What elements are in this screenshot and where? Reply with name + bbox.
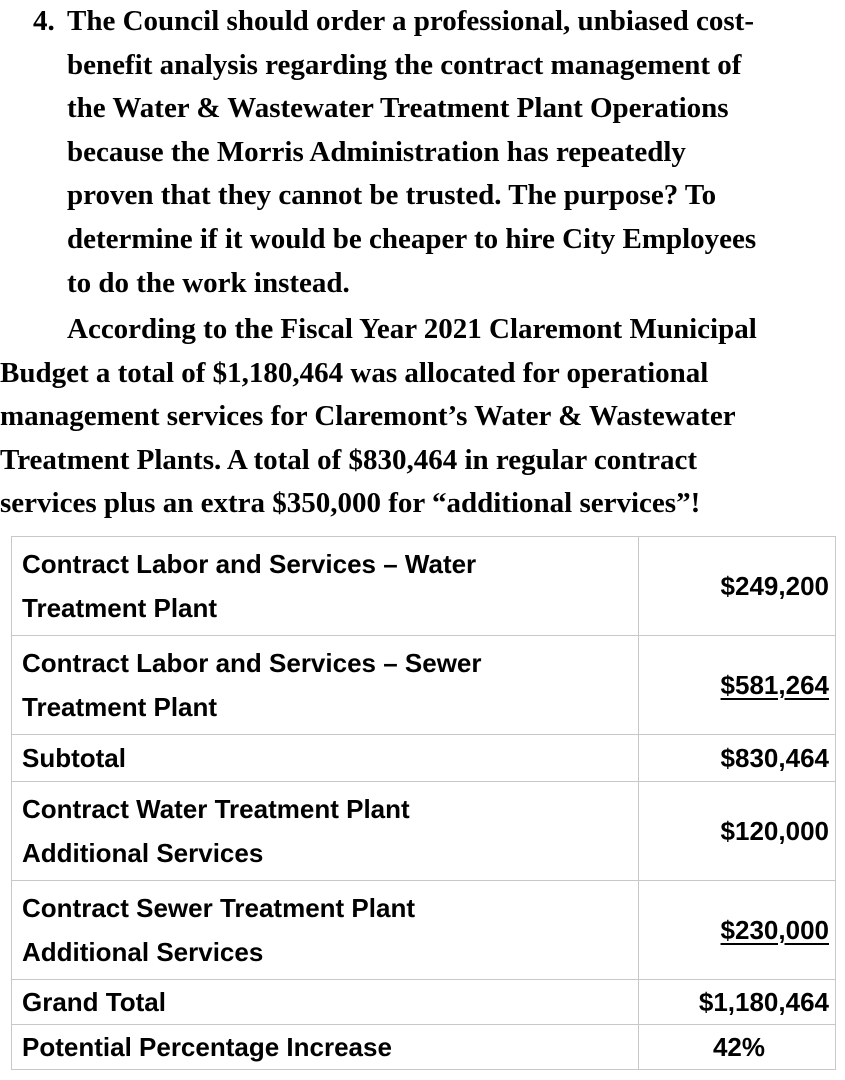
- item-line: [0, 218, 845, 262]
- item-text-line: The Council should order a professional, unbiased cost-: [67, 5, 754, 37]
- item-line: [0, 87, 845, 131]
- row-label-line: Contract Water Treatment Plant: [22, 794, 410, 824]
- row-label: [12, 1025, 639, 1070]
- row-label-line: Additional Services: [22, 937, 264, 967]
- item-line: [0, 44, 845, 88]
- paragraph-line: Budget a total of $1,180,464 was allocated for operational: [0, 356, 709, 389]
- row-label-line: Contract Labor and Services – Sewer: [22, 648, 482, 678]
- item-text-line: proven that they cannot be trusted. The purpose? To: [67, 179, 717, 212]
- paragraph-line: management services for Claremont’s Water & Wastewater: [0, 400, 736, 433]
- row-label: [12, 881, 639, 980]
- item-line: [0, 0, 845, 44]
- paragraph-line: According to the Fiscal Year 2021 Claremont Municipal: [67, 313, 757, 345]
- row-label-line: Additional Services: [22, 838, 264, 868]
- numbered-item-4: [0, 0, 845, 305]
- row-label-line: Grand Total: [22, 987, 166, 1017]
- table-row: [12, 980, 836, 1025]
- paragraph-line: Treatment Plants. A total of $830,464 in regular contract: [0, 443, 697, 476]
- row-label-line: Treatment Plant: [22, 692, 218, 722]
- item-text-line: benefit analysis regarding the contract management of: [67, 48, 742, 81]
- row-label-line: Treatment Plant: [22, 593, 218, 623]
- item-line: [0, 262, 845, 306]
- table-row: [12, 537, 836, 636]
- item-text-line: to do the work instead.: [67, 266, 350, 299]
- underlined-amount: $230,000: [720, 914, 829, 945]
- table-row: [12, 881, 836, 980]
- row-label: [12, 735, 639, 782]
- table-row: [12, 1025, 836, 1070]
- row-label: [12, 636, 639, 735]
- budget-paragraph: [0, 308, 845, 526]
- row-amount: [639, 881, 836, 980]
- paragraph-line: services plus an extra $350,000 for “additional services”!: [0, 487, 701, 520]
- item-line: [0, 131, 845, 175]
- row-label: [12, 782, 639, 881]
- item-text-line: because the Morris Administration has repeatedly: [67, 135, 686, 168]
- item-number: 4.: [33, 5, 55, 37]
- table-row: [12, 782, 836, 881]
- item-line: [0, 174, 845, 218]
- row-amount: $249,200: [639, 537, 836, 636]
- item-text-line: the Water & Wastewater Treatment Plant Operations: [67, 92, 729, 125]
- table-row: [12, 735, 836, 782]
- row-label-line: Contract Labor and Services – Water: [22, 549, 477, 579]
- table-row: [12, 636, 836, 735]
- row-label: [12, 980, 639, 1025]
- row-label-line: Contract Sewer Treatment Plant: [22, 893, 415, 923]
- underlined-amount: $581,264: [720, 669, 829, 700]
- row-label-line: Subtotal: [22, 743, 126, 773]
- row-label-line: Potential Percentage Increase: [22, 1032, 392, 1062]
- item-text-line: determine if it would be cheaper to hire City Employees: [67, 222, 757, 255]
- row-amount: 42%: [639, 1025, 836, 1070]
- row-amount: $120,000: [639, 782, 836, 881]
- budget-table: [11, 536, 836, 1070]
- row-amount: $830,464: [639, 735, 836, 782]
- row-amount: $1,180,464: [639, 980, 836, 1025]
- row-label: [12, 537, 639, 636]
- row-amount: [639, 636, 836, 735]
